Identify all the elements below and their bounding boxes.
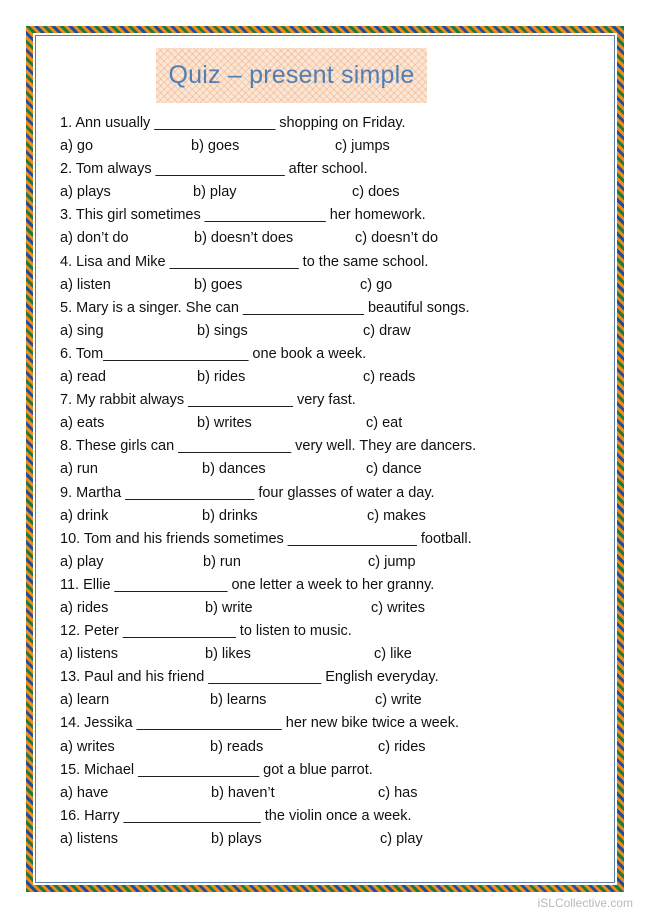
option-c[interactable]: c) play (380, 830, 423, 847)
option-b[interactable]: b) run (203, 553, 241, 570)
option-a[interactable]: a) listens (60, 646, 119, 663)
option-c[interactable]: c) draw (363, 322, 411, 339)
option-a[interactable]: a) listens (60, 830, 119, 847)
question-text: 13. Paul and his friend ______________ English everyday. (60, 669, 439, 686)
option-a[interactable]: a) eats (60, 415, 105, 432)
answer-options (60, 689, 600, 712)
answer-options (60, 227, 600, 250)
question-text: 2. Tom always ________________ after school. (60, 161, 368, 178)
option-a[interactable]: a) have (60, 784, 109, 801)
option-b[interactable]: b) rides (197, 369, 246, 386)
question-text: 1. Ann usually _______________ shopping on Friday. (60, 115, 406, 131)
question-text: 7. My rabbit always _____________ very fast. (60, 392, 356, 409)
answer-options (60, 135, 600, 158)
answer-options (60, 458, 600, 481)
option-a[interactable]: a) drink (60, 507, 109, 524)
option-c[interactable]: c) makes (367, 507, 426, 524)
option-b[interactable]: b) learns (210, 692, 267, 709)
option-a[interactable]: a) rides (60, 599, 109, 616)
option-c[interactable]: c) reads (363, 369, 416, 386)
watermark: iSLCollective.com (537, 896, 633, 910)
option-a[interactable]: a) read (60, 369, 106, 386)
question-text: 10. Tom and his friends sometimes ________________ football. (60, 530, 472, 547)
option-c[interactable]: c) writes (371, 599, 425, 616)
option-b[interactable]: b) reads (210, 738, 264, 755)
option-a[interactable]: a) listen (60, 276, 111, 293)
option-c[interactable]: c) does (352, 184, 400, 201)
option-b[interactable]: b) doesn’t does (194, 230, 294, 247)
option-b[interactable]: b) dances (202, 461, 266, 478)
answer-options (60, 320, 600, 343)
answer-options (60, 828, 600, 851)
option-b[interactable]: b) haven’t (211, 784, 275, 801)
option-b[interactable]: b) drinks (202, 507, 258, 524)
option-a[interactable]: a) don’t do (60, 230, 129, 247)
option-a[interactable]: a) learn (60, 692, 110, 709)
question-text: 5. Mary is a singer. She can _______________ beautiful songs. (60, 299, 470, 316)
option-b[interactable]: b) sings (197, 322, 248, 339)
answer-options (60, 597, 600, 620)
option-b[interactable]: b) plays (211, 830, 262, 847)
option-c[interactable]: c) jumps (335, 138, 390, 155)
question-text: 3. This girl sometimes _______________ her homework. (60, 207, 426, 224)
answer-options (60, 643, 600, 666)
answer-options (60, 505, 600, 528)
question-text: 11. Ellie ______________ one letter a week to her granny. (60, 576, 435, 593)
option-c[interactable]: c) jump (368, 553, 416, 570)
answer-options (60, 782, 600, 805)
question-text: 6. Tom__________________ one book a week. (60, 345, 367, 362)
option-b[interactable]: b) writes (197, 415, 252, 432)
question-text: 16. Harry _________________ the violin once a week. (60, 807, 412, 824)
question-text: 9. Martha ________________ four glasses of water a day. (60, 484, 435, 501)
option-a[interactable]: a) writes (60, 738, 115, 755)
answer-options (60, 274, 600, 297)
question-text: 15. Michael _______________ got a blue parrot. (60, 761, 373, 778)
answer-options (60, 412, 600, 435)
option-a[interactable]: a) run (60, 461, 98, 478)
option-c[interactable]: c) has (378, 784, 418, 801)
option-c[interactable]: c) write (375, 692, 422, 709)
answer-options (60, 366, 600, 389)
option-b[interactable]: b) goes (194, 276, 243, 293)
option-b[interactable]: b) write (205, 599, 253, 616)
option-b[interactable]: b) likes (205, 646, 251, 663)
option-a[interactable]: a) play (60, 553, 104, 570)
question-text: 14. Jessika __________________ her new bike twice a week. (60, 715, 460, 732)
answer-options (60, 181, 600, 204)
option-c[interactable]: c) like (374, 646, 412, 663)
option-c[interactable]: c) dance (366, 461, 422, 478)
page-title: Quiz – present simple (156, 48, 427, 103)
option-a[interactable]: a) plays (60, 184, 111, 201)
answer-options (60, 551, 600, 574)
option-c[interactable]: c) rides (378, 738, 426, 755)
quiz-list (60, 112, 600, 851)
option-a[interactable]: a) sing (60, 322, 104, 339)
option-b[interactable]: b) play (193, 184, 237, 201)
option-c[interactable]: c) go (360, 276, 393, 293)
option-a[interactable]: a) go (60, 138, 94, 155)
question-text: 8. These girls can ______________ very well. They are dancers. (60, 438, 477, 455)
option-b[interactable]: b) goes (191, 138, 240, 155)
question-text: 12. Peter ______________ to listen to music. (60, 623, 352, 640)
answer-options (60, 736, 600, 759)
option-c[interactable]: c) doesn’t do (355, 230, 439, 247)
option-c[interactable]: c) eat (366, 415, 403, 432)
question-text: 4. Lisa and Mike ________________ to the same school. (60, 253, 429, 270)
